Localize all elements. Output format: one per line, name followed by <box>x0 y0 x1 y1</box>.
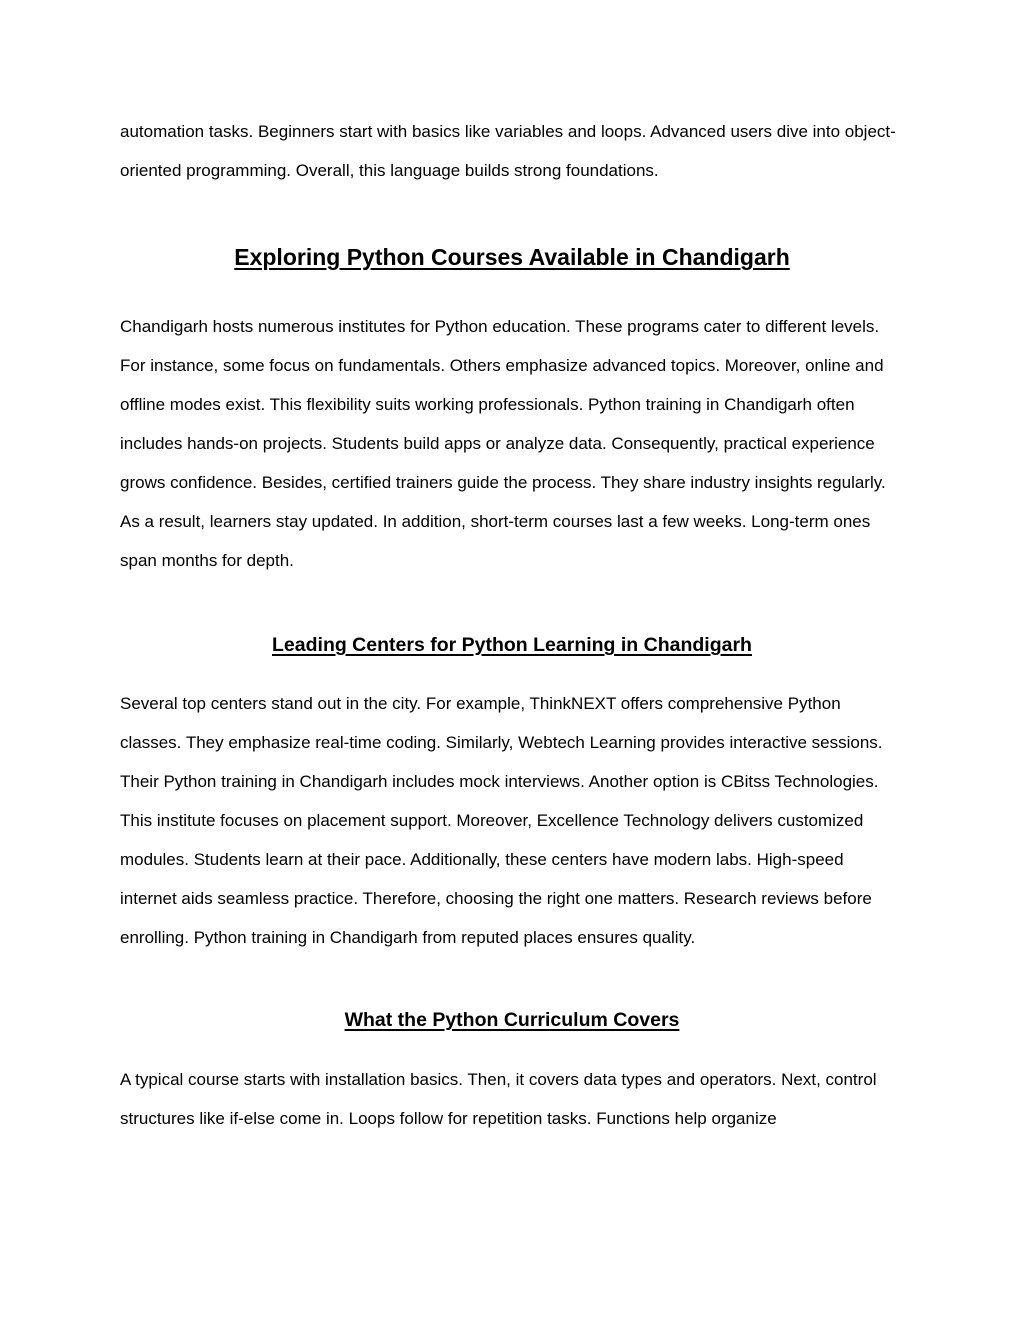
section-curriculum-covers <box>120 1007 904 1138</box>
section-paragraph: A typical course starts with installation basics. Then, it covers data types and operators. Next, control structures like if-else come in. Loops follow for repetition tasks. Functions help organize <box>120 1070 877 1128</box>
continuation-paragraph: automation tasks. Beginners start with basics like variables and loops. Advanced users dive into object-oriented programming. Overall, this language builds strong foundations. <box>120 122 896 180</box>
section-heading: Leading Centers for Python Learning in Chandigarh <box>272 634 752 656</box>
section-paragraph: Several top centers stand out in the city. For example, ThinkNEXT offers comprehensive Python classes. They emphasize real-time coding. Similarly, Webtech Learning provides interactive sessions. Their Python training in Chandigarh includes mock interviews. Another option is CBitss Technologies. This institute focuses on placement support. Moreover, Excellence Technology delivers customized modules. Students learn at their pace. Additionally, these centers have modern labs. High-speed internet aids seamless practice. Therefore, choosing the right one matters. Research reviews before enrolling. Python training in Chandigarh from reputed places ensures quality. <box>120 694 883 947</box>
section-paragraph: Chandigarh hosts numerous institutes for Python education. These programs cater to different levels. For instance, some focus on fundamentals. Others emphasize advanced topics. Moreover, online and offline modes exist. This flexibility suits working professionals. Python training in Chandigarh often includes hands-on projects. Students build apps or analyze data. Consequently, practical experience grows confidence. Besides, certified trainers guide the process. They share industry insights regularly. As a result, learners stay updated. In addition, short-term courses last a few weeks. Long-term ones span months for depth. <box>120 317 886 570</box>
section-exploring-python-courses <box>120 240 904 580</box>
section-leading-centers <box>120 632 904 957</box>
section-heading: Exploring Python Courses Available in Chandigarh <box>234 244 790 270</box>
section-heading: What the Python Curriculum Covers <box>344 1009 680 1031</box>
